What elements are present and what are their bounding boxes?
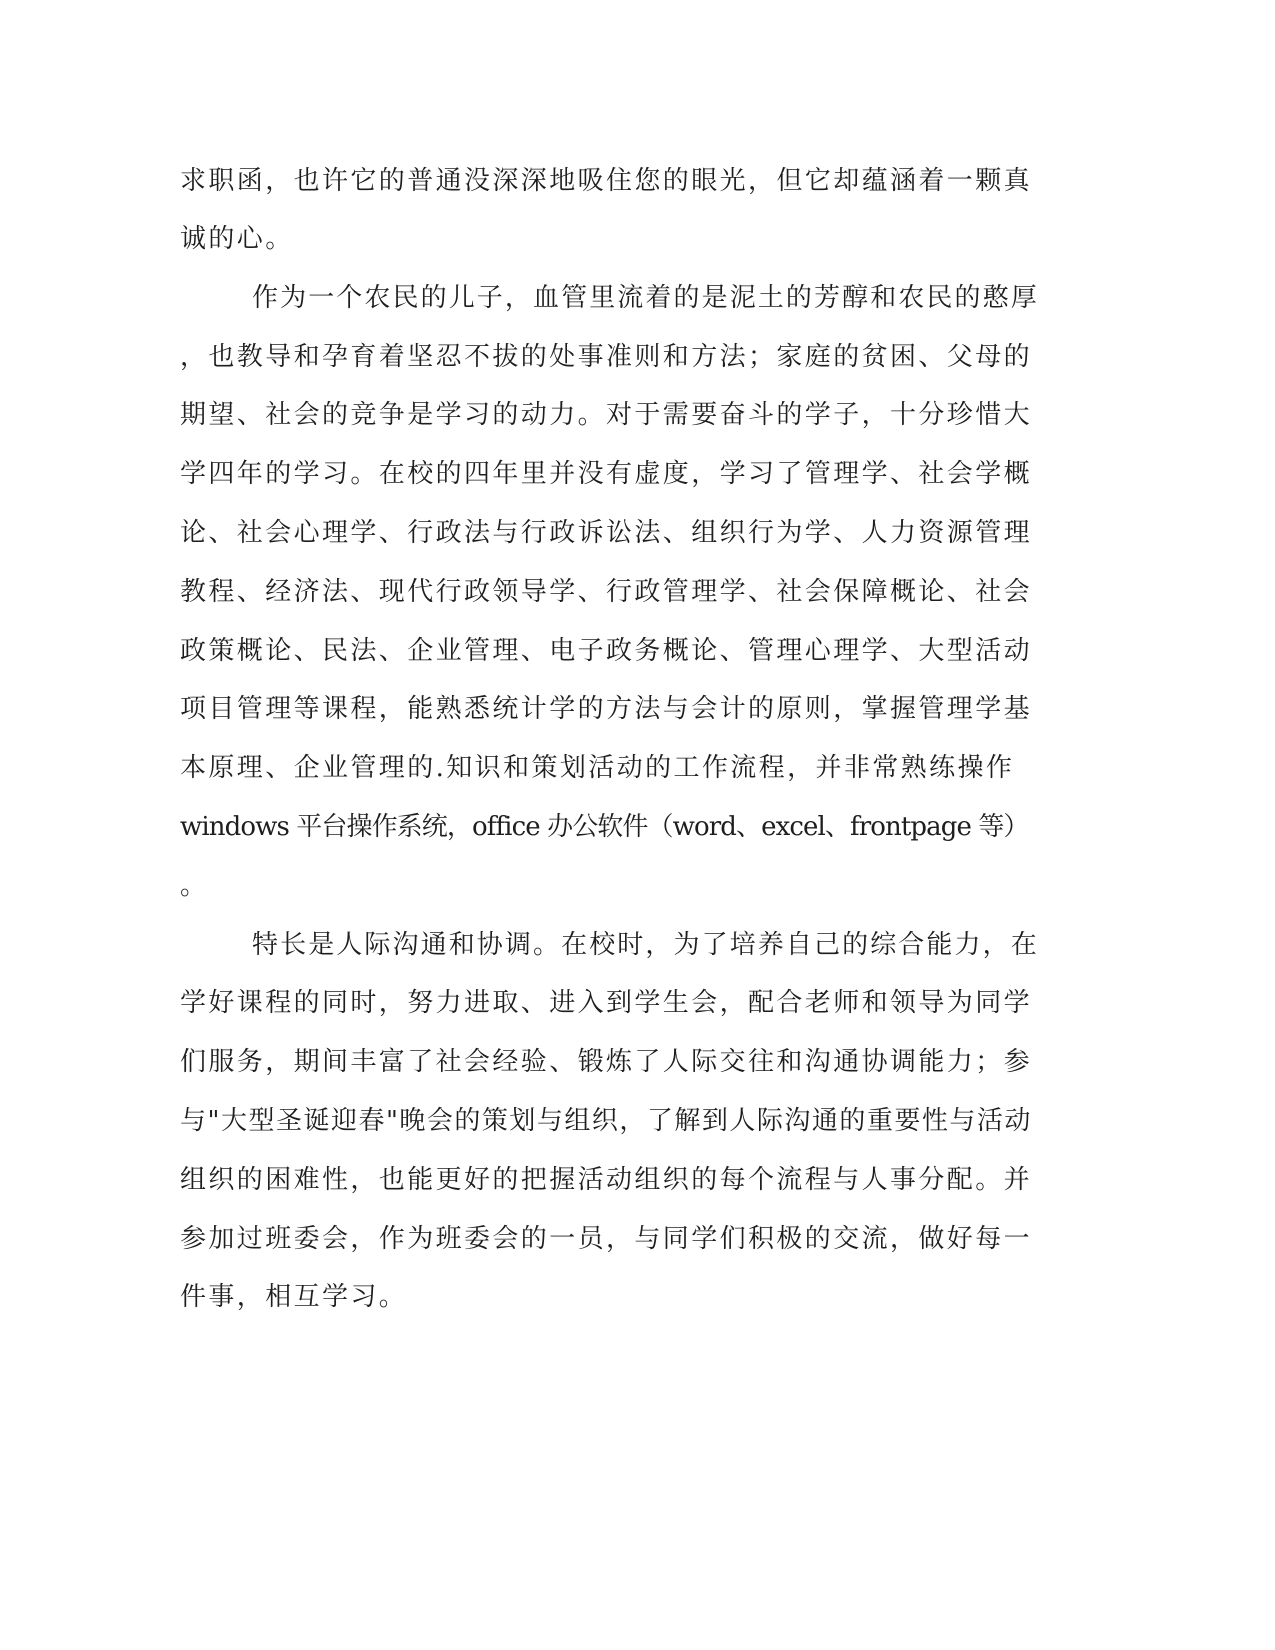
paragraph-3-line-7: 件事，相互学习。 — [180, 1282, 408, 1312]
paragraph-2-line-3: 期望、社会的竞争是学习的动力。对于需要奋斗的学子，十分珍惜大 — [180, 400, 1033, 430]
paragraph-2-line-5: 论、社会心理学、行政法与行政诉讼法、组织行为学、人力资源管理 — [180, 518, 1033, 548]
paragraph-1-line-1: 求职函，也许它的普通没深深地吸住您的眼光，但它却蕴涵着一颗真 — [180, 166, 1033, 196]
paragraph-2-line-1: 作为一个农民的儿子，血管里流着的是泥土的芳醇和农民的憨厚 — [252, 283, 1039, 313]
paragraph-2-line-6: 教程、经济法、现代行政领导学、行政管理学、社会保障概论、社会 — [180, 577, 1033, 607]
paragraph-3-line-2: 学好课程的同时，努力进取、进入到学生会，配合老师和领导为同学 — [180, 988, 1033, 1018]
paragraph-1-line-2: 诚的心。 — [180, 224, 294, 254]
paragraph-2-line-10: windows 平台操作系统，office 办公软件（word、excel、frontpage 等） — [180, 812, 1029, 842]
paragraph-3-line-4: 与"大型圣诞迎春"晚会的策划与组织，了解到人际沟通的重要性与活动 — [180, 1106, 1032, 1136]
paragraph-2-line-11: 。 — [180, 871, 209, 901]
paragraph-3-line-5: 组织的困难性，也能更好的把握活动组织的每个流程与人事分配。并 — [180, 1165, 1033, 1195]
paragraph-2-line-4: 学四年的学习。在校的四年里并没有虚度，学习了管理学、社会学概 — [180, 459, 1033, 489]
paragraph-3-line-6: 参加过班委会，作为班委会的一员，与同学们积极的交流，做好每一 — [180, 1224, 1033, 1254]
paragraph-2-line-2: ，也教导和孕育着坚忍不拔的处事准则和方法；家庭的贫困、父母的 — [180, 342, 1033, 372]
paragraph-3-line-3: 们服务，期间丰富了社会经验、锻炼了人际交往和沟通协调能力；参 — [180, 1047, 1033, 1077]
paragraph-2-line-9: 本原理、企业管理的.知识和策划活动的工作流程，并非常熟练操作 — [180, 753, 1015, 783]
paragraph-2-line-7: 政策概论、民法、企业管理、电子政务概论、管理心理学、大型活动 — [180, 636, 1033, 666]
paragraph-2-line-8: 项目管理等课程，能熟悉统计学的方法与会计的原则，掌握管理学基 — [180, 694, 1033, 724]
paragraph-3-line-1: 特长是人际沟通和协调。在校时，为了培养自己的综合能力，在 — [252, 930, 1039, 960]
